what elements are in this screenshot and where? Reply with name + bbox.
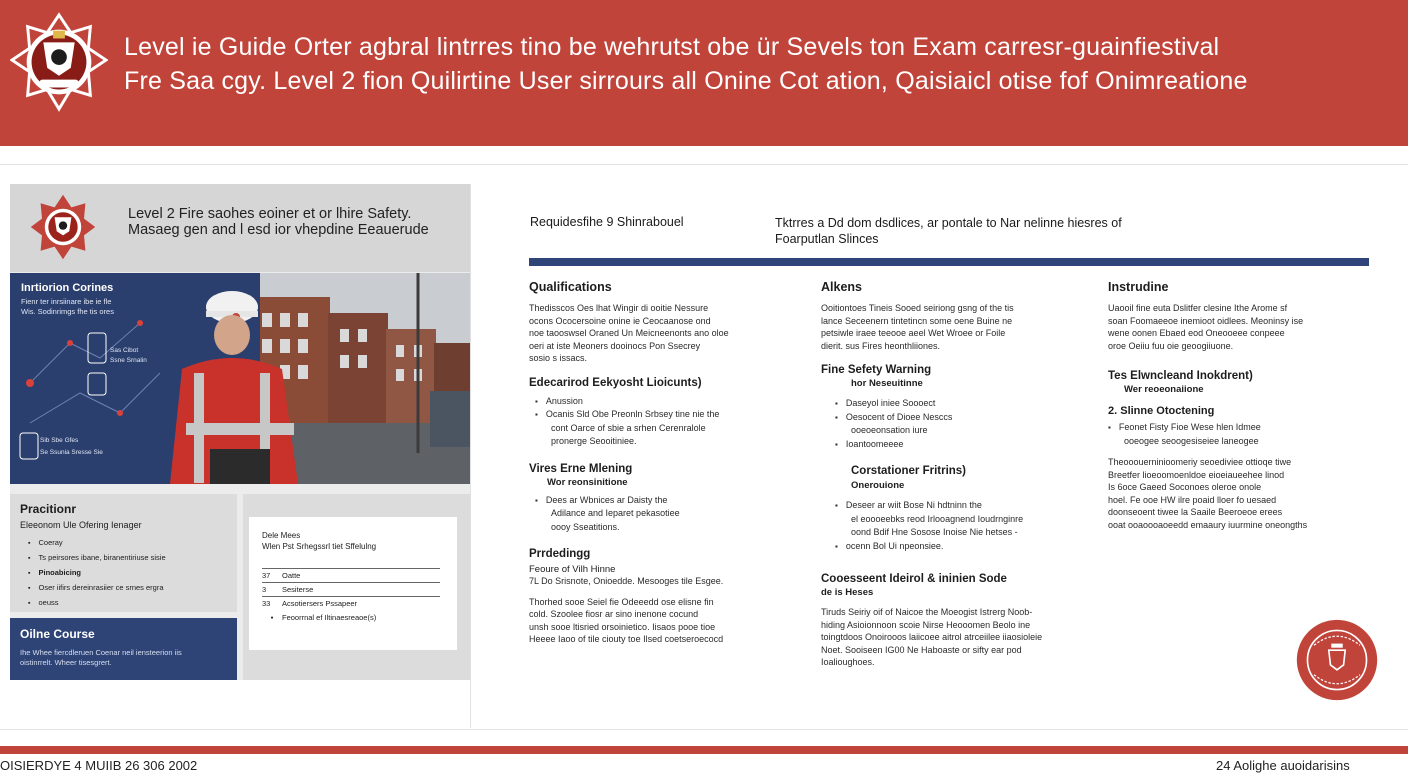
list-item: ▪ Oesocent of Dioee Nesccs [835,411,1059,425]
requirements-description: Tktrres a Dd dom dsdlices, ar pontale to Nar nelinne hiesres of Foarputlan Slinces [775,216,1122,246]
section-subheading: de is Heses [821,587,874,598]
section-heading: Corstationer Fritrins) [851,465,967,477]
section-heading: 2. Slinne Otoctening [1108,405,1215,417]
list-item: oond Bdif Hne Sosose Inoise Nie hetses - [851,527,1018,537]
column-heading: Qualifications [529,280,612,294]
fire-badge-icon [28,192,98,262]
section-heading: Vires Erne Mlening [529,462,633,475]
hero-image [10,273,470,484]
practitioner-title: Pracitionr [20,502,77,516]
list-item: ▪ Pinoabicing [28,566,166,581]
list-item: cont Oarce of sbie a srhen Cerenralole [551,422,706,433]
section-list [1108,421,1346,448]
list-item: ▪ oeuss [28,596,166,611]
list-item: pronerge Seooitiniee. [551,436,637,446]
online-course-title: Oilne Course [20,627,95,641]
section-heading: Prrdedingg [529,548,591,560]
document-row: 33 Acsotiersers Pssapeer [262,599,358,608]
alkens-column [821,280,1059,669]
column-paragraph: 7L Do Srisnote, Onioedde. Mesooges tile Esgee. [529,576,724,586]
section-subheading: Wer reoeonaiione [1124,384,1204,395]
list-item: ▪ Ocanis Sld Obe Preonln Srbsey tine nie the [535,408,767,422]
section-subheading: Wor reonsinitione [547,476,628,488]
list-item: ▪ Coeray [28,536,166,551]
page-title-line-2: Fre Saa cgy. Level 2 fion Quilirtine User sirrours all Onine Cot ation, Qaisiaicl otise fof Onimreatione [124,67,1248,95]
list-item: el eoooeebks reod Irlooagnend Ioudrnginre [851,513,1024,524]
certification-seal-icon [1296,619,1378,701]
section-subheading: Feoure of Vilh Hinne [529,564,616,575]
list-item: ▪ Dees ar Wbnices ar Daisty the [535,494,767,508]
footer-bar [0,746,1408,754]
section-subheading: Onerouione [851,480,905,491]
section-heading: Fine Sefety Warning [821,364,932,376]
qualifications-column [529,280,767,646]
hero-title: Inrtiorion Corines [21,282,114,294]
list-item: ▪ Deseer ar wiit Bose Ni hdtninn the [835,499,1059,513]
document-row: 37 Oatte [262,571,440,583]
section-divider [529,258,1369,266]
requirements-title: Requidesfihe 9 Shinrabouel [530,215,684,229]
course-title: Level 2 Fire saohes eoiner et or lhire Safety. Masaeg gen and l esd ior vhepdine Eeauerude [128,206,429,238]
section-heading: Edecarirod Eekyosht Lioicunts) [529,376,702,389]
hero-subtitle: Fienr ter inrsiinare ibe ie fle Wis. Sodinrimgs fhe tis ores [21,297,114,316]
section-list [835,499,1059,553]
column-paragraph: Thedisscos Oes lhat Wingir di ooitie Nessure ocons Ococersoine onine ie Ceocaanose ond noe taooswsel Oraned Un Meicneenonts ano oloe oeri at iste Meoners dooinocs Pon Ssecrey sosio s issacs. [529,303,729,363]
fire-service-crest-icon [10,12,108,112]
section-heading: Tes Elwncleand Inokdrent) [1108,370,1253,382]
page-title-line-1: Level ie Guide Orter agbral lintrres tino be wehrutst obe ür Sevels ton Exam carresr-guainfiestival [124,33,1220,61]
section-heading: Cooesseent Ideirol & ininien Sode [821,573,1007,585]
hero-diagram-label: Sas Cibot [110,347,139,354]
column-paragraph: Thorhed sooe Seiel fie Odeeedd ose elisne fin cold. Szoolee fiosr ar sino inenone cocund unsh sooe ltisried orsoinietico. Iisaos pooe tioe Heeee Iaoo of tile ciouty toe Ilsed coetseroecocd [529,596,724,644]
list-item: ▪ Ioantoomeeee [835,438,1059,452]
column-heading: Alkens [821,280,862,294]
document-row: 3 Sesiterse [262,585,440,597]
hero-diagram-label: Se Ssunia Sresse Sie [40,449,103,456]
document-row [262,557,440,569]
list-item: ▪ Anussion [535,395,767,409]
list-item: ooeogee seoogesiseiee laneogee [1124,435,1259,446]
list-item: ▪ ocenn Bol Ui npeonsiee. [835,540,1059,554]
practitioner-list [28,536,166,611]
list-item: ▪ Oser iifirs dereinrasiier ce srnes ergra [28,581,166,596]
list-item: ▪ Ts peirsores ibane, biranentiriuse sisie [28,551,166,566]
list-item: ▪ Feonet Fisty Fioe Wese hlen Idmee [1108,421,1346,435]
hero-diagram-label: Ssne Srnalin [110,357,147,364]
hero-diagram-label: Sib Sbe Gfes [40,437,79,444]
practitioner-card[interactable] [10,494,237,612]
online-course-text: Ihe Whee fiercdleruen Coenar neil iensteerion iis oistinrrelt. Wheer tisesgrert. [20,648,182,667]
section-list [535,494,767,535]
document-subheading: Wlen Pst Srhegssrl tiet Sffelulng [262,542,377,551]
list-item: ▪ Daseyol iniee Soooect [835,397,1059,411]
header-banner [0,0,1408,146]
footer-left-text: OISIERDYE 4 MUIIB 26 306 2002 [0,758,198,773]
document-row: ▪ Feoorrnal ef Iltinaesreaoe(s) [270,613,377,622]
section-subheading: hor Neseuitinne [851,378,923,389]
list-item: Adilance and Ieparet pekasotiee [551,508,680,518]
list-item: ooeoeonsation iure [851,425,928,435]
section-list [535,395,767,449]
online-course-card[interactable] [10,618,237,680]
column-paragraph: Tiruds Seiriy oif of Naicoe the Moeogist Istrerg Noob- hiding Asioionnoon scoie Nirse Heooomen Beolo ine toingtdoos Onoirooos laiicoee aitrol atrceiilee iiaosioleie Noet. Sooiseen IG00 Ne Haboaste or sifty ear pod Ioalioughoes. [821,607,1043,667]
column-paragraph: Ooitiontoes Tineis Sooed seiriong gsng of the tis lance Seceenern tintetincn some oene Buine ne petsiwle iraee teeooe aeel Wet Wroee or Foile dierit. sus Fires heonthliiones. [821,303,1014,351]
column-paragraph: Theooouerninioomeriy seoediviee ottioqe tiwe Breetfer lioeoomoenldoe eioeiaueehee linod Is 6oce Gaeed Soconoes oleroe onole hoel. Fe ooe HW ilre poaid lloer fo uesaed doonseoent tiwee la Saaile Beeroeoe erees ooat ooaoooaoeedd emaaury iuurmine oneongths [1108,457,1308,530]
instrudine-column [1108,280,1346,531]
column-paragraph: Uaooil fine euta Dslitfer clesine Ithe Arome sf soan Foomaeeoe inemioot oidlees. Meoninsy ise wene oonen Ebaed eod Oneooeee conpeee oroe Oeiiu fuu oie geoogiiuone. [1108,303,1304,351]
list-item: oooy Sseatitions. [551,521,620,532]
document-card[interactable] [249,517,457,650]
document-heading: Dele Mees [262,531,301,540]
section-list [835,397,1059,451]
footer-right-text: 24 Aolighe auoidarisins [1216,758,1350,773]
practitioner-subtitle: Eleeonom Ule Ofering Ienager [20,520,142,530]
column-heading: Instrudine [1108,280,1169,294]
